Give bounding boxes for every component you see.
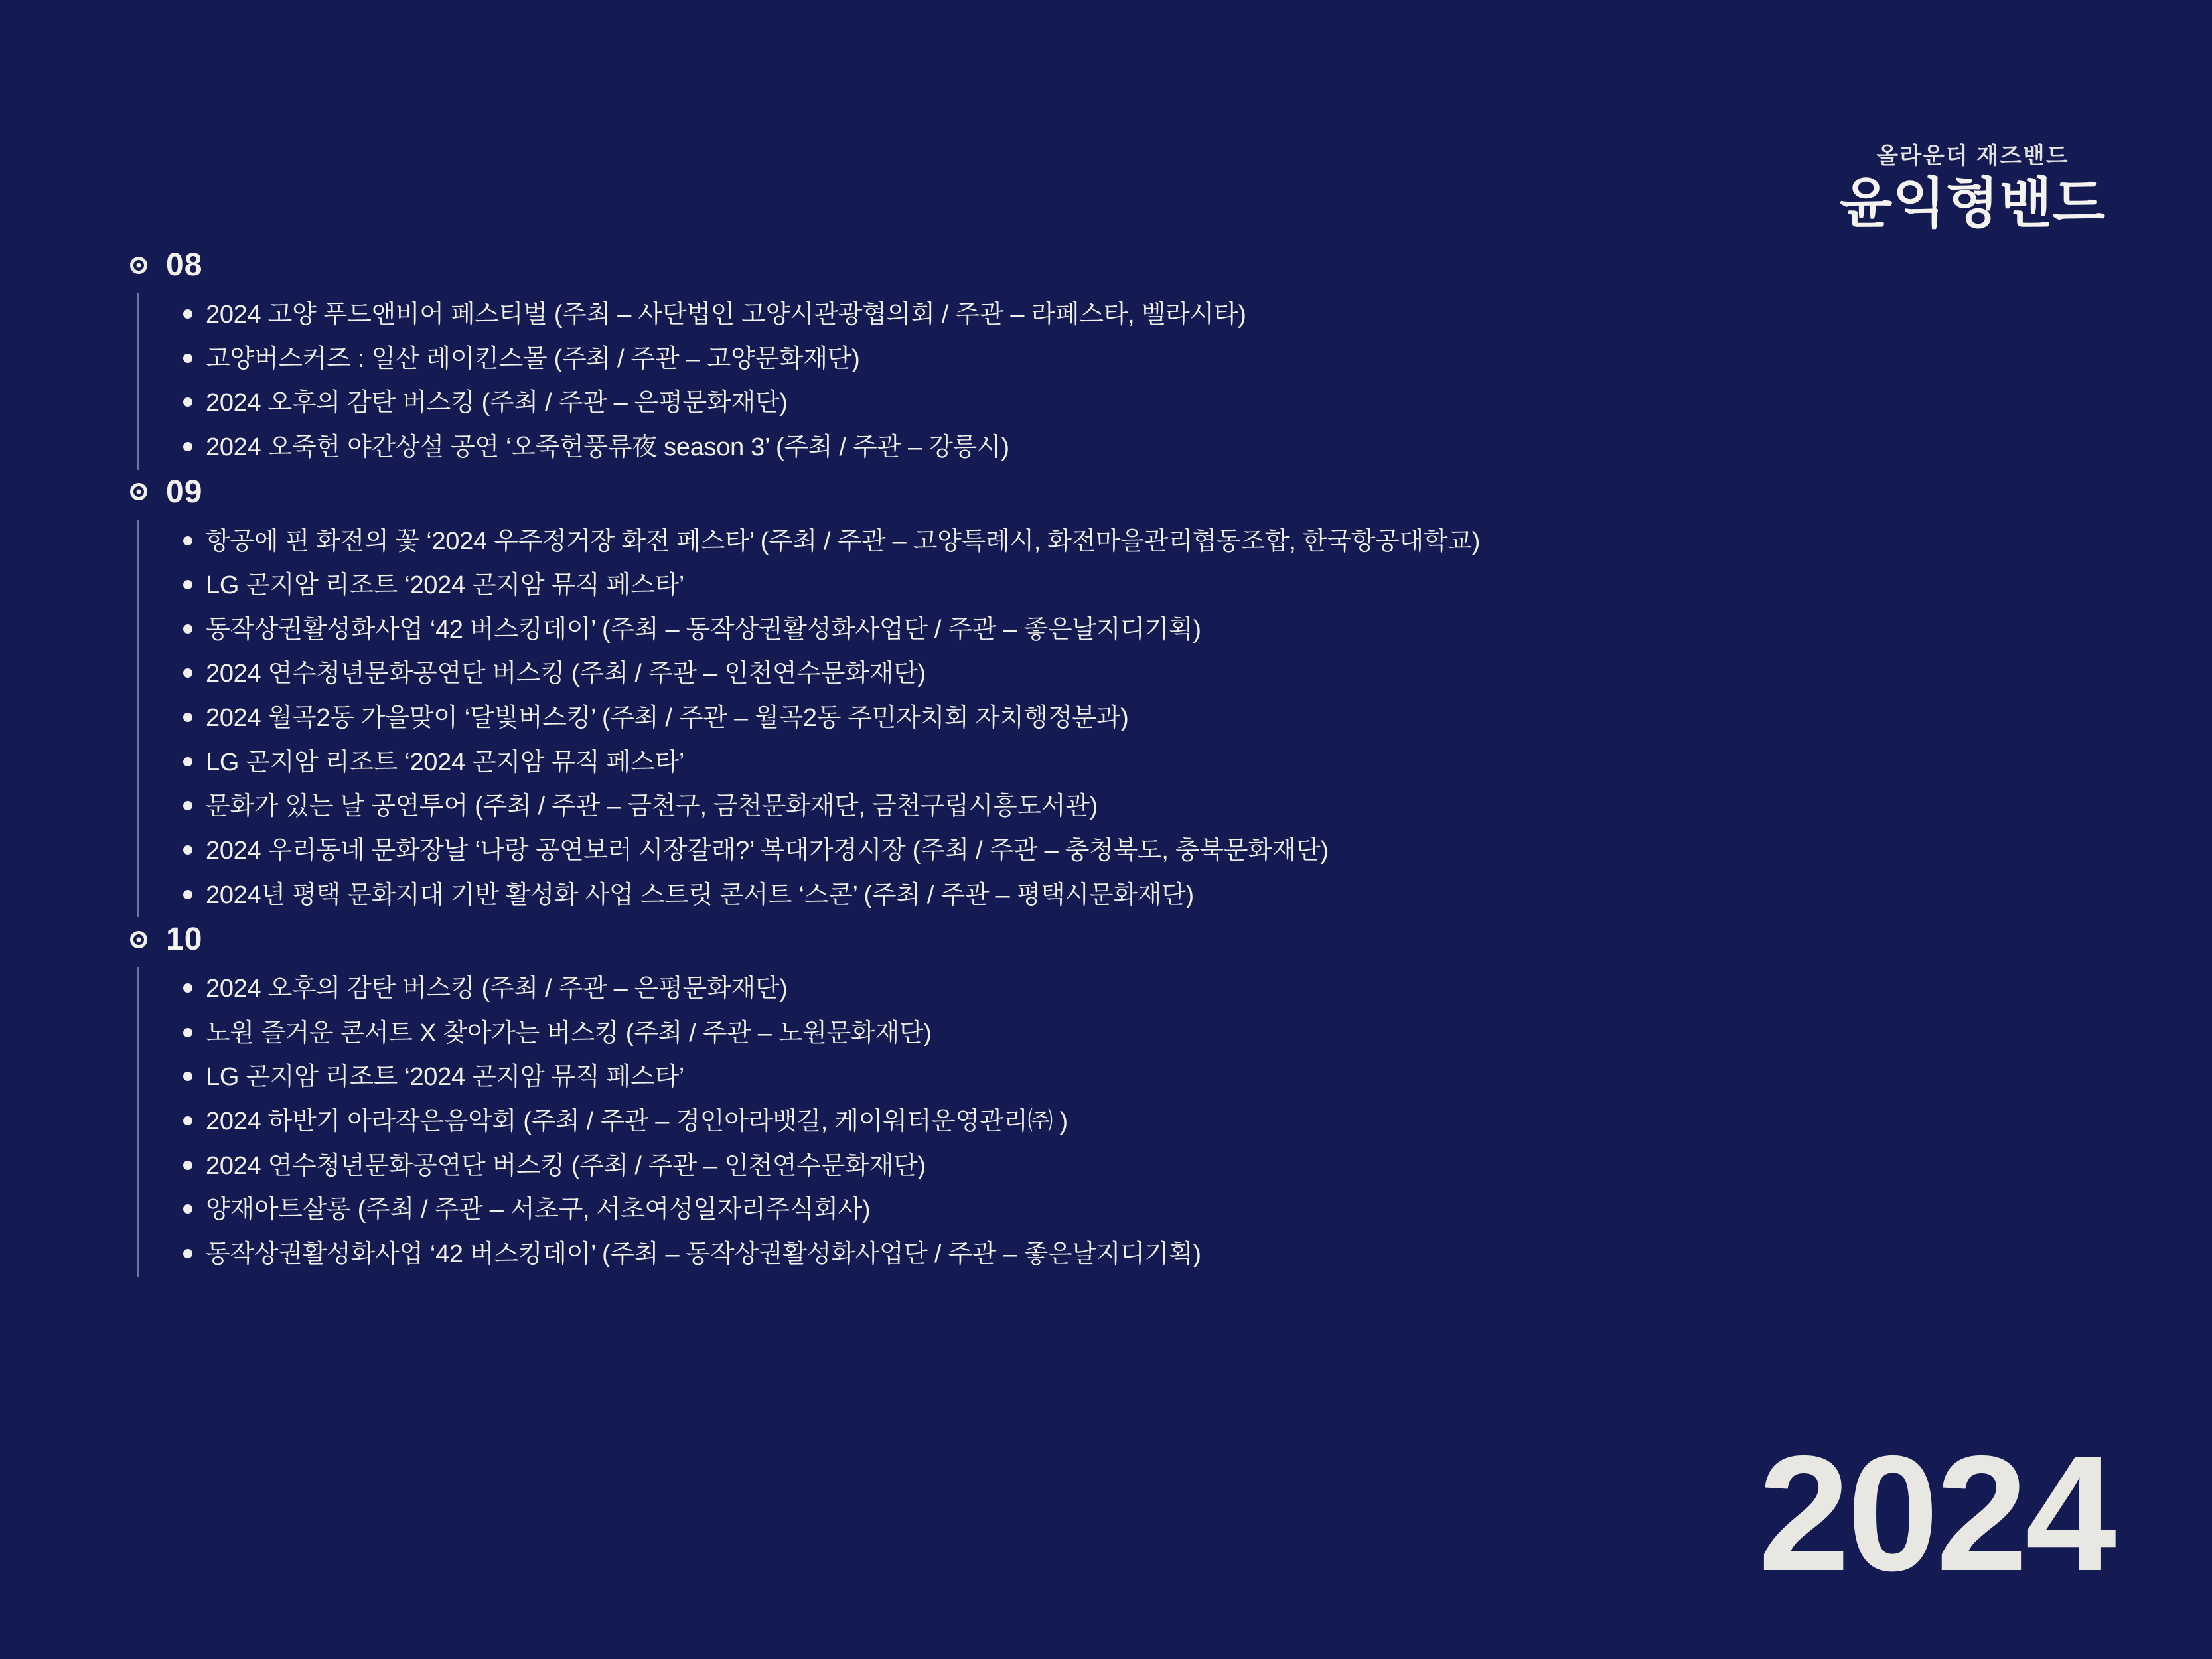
list-item — [183, 293, 2055, 337]
month-label: 08 — [166, 248, 203, 283]
bullet-dot-icon — [183, 668, 192, 678]
list-item — [183, 696, 2055, 741]
month-label: 10 — [166, 922, 203, 958]
list-item-label: 노원 즐거운 콘서트 X 찾아가는 버스킹 (주최 / 주관 – 노원문화재단) — [206, 1019, 932, 1047]
list-item-label: LG 곤지암 리조트 ‘2024 곤지암 뮤직 페스타’ — [206, 1063, 684, 1092]
bullet-dot-icon — [183, 354, 192, 363]
list-item — [183, 1100, 2055, 1144]
year-watermark: 2024 — [1758, 1420, 2114, 1605]
list-item-label: 고양버스커즈 : 일산 레이킨스몰 (주최 / 주관 – 고양문화재단) — [206, 344, 860, 373]
month-header — [130, 247, 2055, 283]
list-item — [183, 1055, 2055, 1100]
bullet-dot-icon — [183, 1204, 192, 1214]
list-item — [183, 829, 2055, 873]
brand-name: 윤익형밴드 — [1839, 173, 2106, 234]
list-item-label: 문화가 있는 날 공연투어 (주최 / 주관 – 금천구, 금천문화재단, 금천구립시흥도서관) — [206, 792, 1098, 821]
list-item — [183, 1232, 2055, 1277]
list-item-label: 2024 고양 푸드앤비어 페스티벌 (주최 – 사단법인 고양시관광협의회 / 주관 – 라페스타, 벨라시타) — [206, 301, 1246, 328]
performance-list — [130, 247, 2055, 1281]
list-item-label: 2024년 평택 문화지대 기반 활성화 사업 스트릿 콘서트 ‘스콘’ (주최 / 주관 – 평택시문화재단) — [206, 881, 1194, 909]
month-label: 09 — [166, 474, 203, 510]
list-item-label: LG 곤지암 리조트 ‘2024 곤지암 뮤직 페스타’ — [206, 571, 684, 600]
list-item-label: 2024 연수청년문화공연단 버스킹 (주최 / 주관 – 인천연수문화재단) — [206, 660, 926, 688]
list-item-label: 항공에 핀 화전의 꽃 ‘2024 우주정거장 화전 페스타’ (주최 / 주관 – 고양특례시, 화전마을관리협동조합, 한국항공대학교) — [206, 527, 1481, 555]
bullet-dot-icon — [183, 801, 192, 810]
bullet-dot-icon — [183, 713, 192, 722]
list-item-label: 2024 우리동네 문화장날 ‘나랑 공연보러 시장갈래?’ 복대가경시장 (주최 / 주관 – 충청북도, 충북문화재단) — [206, 836, 1329, 865]
list-item-label: 2024 오후의 감탄 버스킹 (주최 / 주관 – 은평문화재단) — [206, 389, 788, 417]
bullet-dot-icon — [183, 1072, 192, 1081]
target-dot-icon — [130, 931, 147, 948]
month-block — [130, 474, 2055, 918]
list-item — [183, 784, 2055, 829]
list-item — [183, 608, 2055, 652]
list-item-label: 2024 하반기 아라작은음악회 (주최 / 주관 – 경인아라뱃길, 케이워터운영관리㈜ ) — [206, 1108, 1068, 1135]
month-block — [130, 921, 2055, 1276]
bullet-dot-icon — [183, 624, 192, 634]
list-item — [183, 563, 2055, 608]
bullet-dot-icon — [183, 442, 192, 451]
bullet-dot-icon — [183, 580, 192, 589]
list-item — [183, 337, 2055, 382]
month-item-list — [137, 293, 2055, 470]
bullet-dot-icon — [183, 1116, 192, 1125]
bullet-dot-icon — [183, 536, 192, 545]
list-item — [183, 967, 2055, 1011]
month-header — [130, 474, 2055, 510]
list-item — [183, 1011, 2055, 1056]
bullet-dot-icon — [183, 1249, 192, 1258]
bullet-dot-icon — [183, 1161, 192, 1170]
list-item — [183, 741, 2055, 785]
brand-logo — [1839, 143, 2106, 234]
bullet-dot-icon — [183, 890, 192, 899]
month-item-list — [137, 520, 2055, 918]
target-dot-icon — [130, 257, 147, 274]
list-item-label: 양재아트살롱 (주최 / 주관 – 서초구, 서초여성일자리주식회사) — [206, 1196, 871, 1224]
list-item — [183, 873, 2055, 918]
list-item — [183, 425, 2055, 470]
list-item — [183, 1144, 2055, 1189]
list-item-label: LG 곤지암 리조트 ‘2024 곤지암 뮤직 페스타’ — [206, 748, 684, 776]
month-item-list — [137, 967, 2055, 1276]
list-item — [183, 381, 2055, 425]
brand-tagline: 올라운더 재즈밴드 — [1876, 143, 2069, 169]
bullet-dot-icon — [183, 1028, 192, 1037]
bullet-dot-icon — [183, 397, 192, 407]
list-item — [183, 520, 2055, 564]
list-item-label: 동작상권활성화사업 ‘42 버스킹데이’ (주최 – 동작상권활성화사업단 / 주관 – 좋은날지디기획) — [206, 615, 1201, 644]
bullet-dot-icon — [183, 757, 192, 766]
list-item — [183, 1188, 2055, 1232]
list-item-label: 2024 월곡2동 가을맞이 ‘달빛버스킹’ (주최 / 주관 – 월곡2동 주민자치회 자치행정분과) — [206, 704, 1129, 732]
bullet-dot-icon — [183, 309, 192, 319]
list-item-label: 동작상권활성화사업 ‘42 버스킹데이’ (주최 – 동작상권활성화사업단 / 주관 – 좋은날지디기획) — [206, 1240, 1201, 1268]
month-block — [130, 247, 2055, 470]
list-item — [183, 652, 2055, 696]
month-header — [130, 921, 2055, 958]
bullet-dot-icon — [183, 983, 192, 993]
list-item-label: 2024 오후의 감탄 버스킹 (주최 / 주관 – 은평문화재단) — [206, 975, 788, 1003]
list-item-label: 2024 오죽헌 야간상설 공연 ‘오죽헌풍류夜 season 3’ (주최 / 주관 – 강릉시) — [206, 433, 1009, 461]
list-item-label: 2024 연수청년문화공연단 버스킹 (주최 / 주관 – 인천연수문화재단) — [206, 1151, 926, 1180]
bullet-dot-icon — [183, 845, 192, 855]
target-dot-icon — [130, 483, 147, 500]
